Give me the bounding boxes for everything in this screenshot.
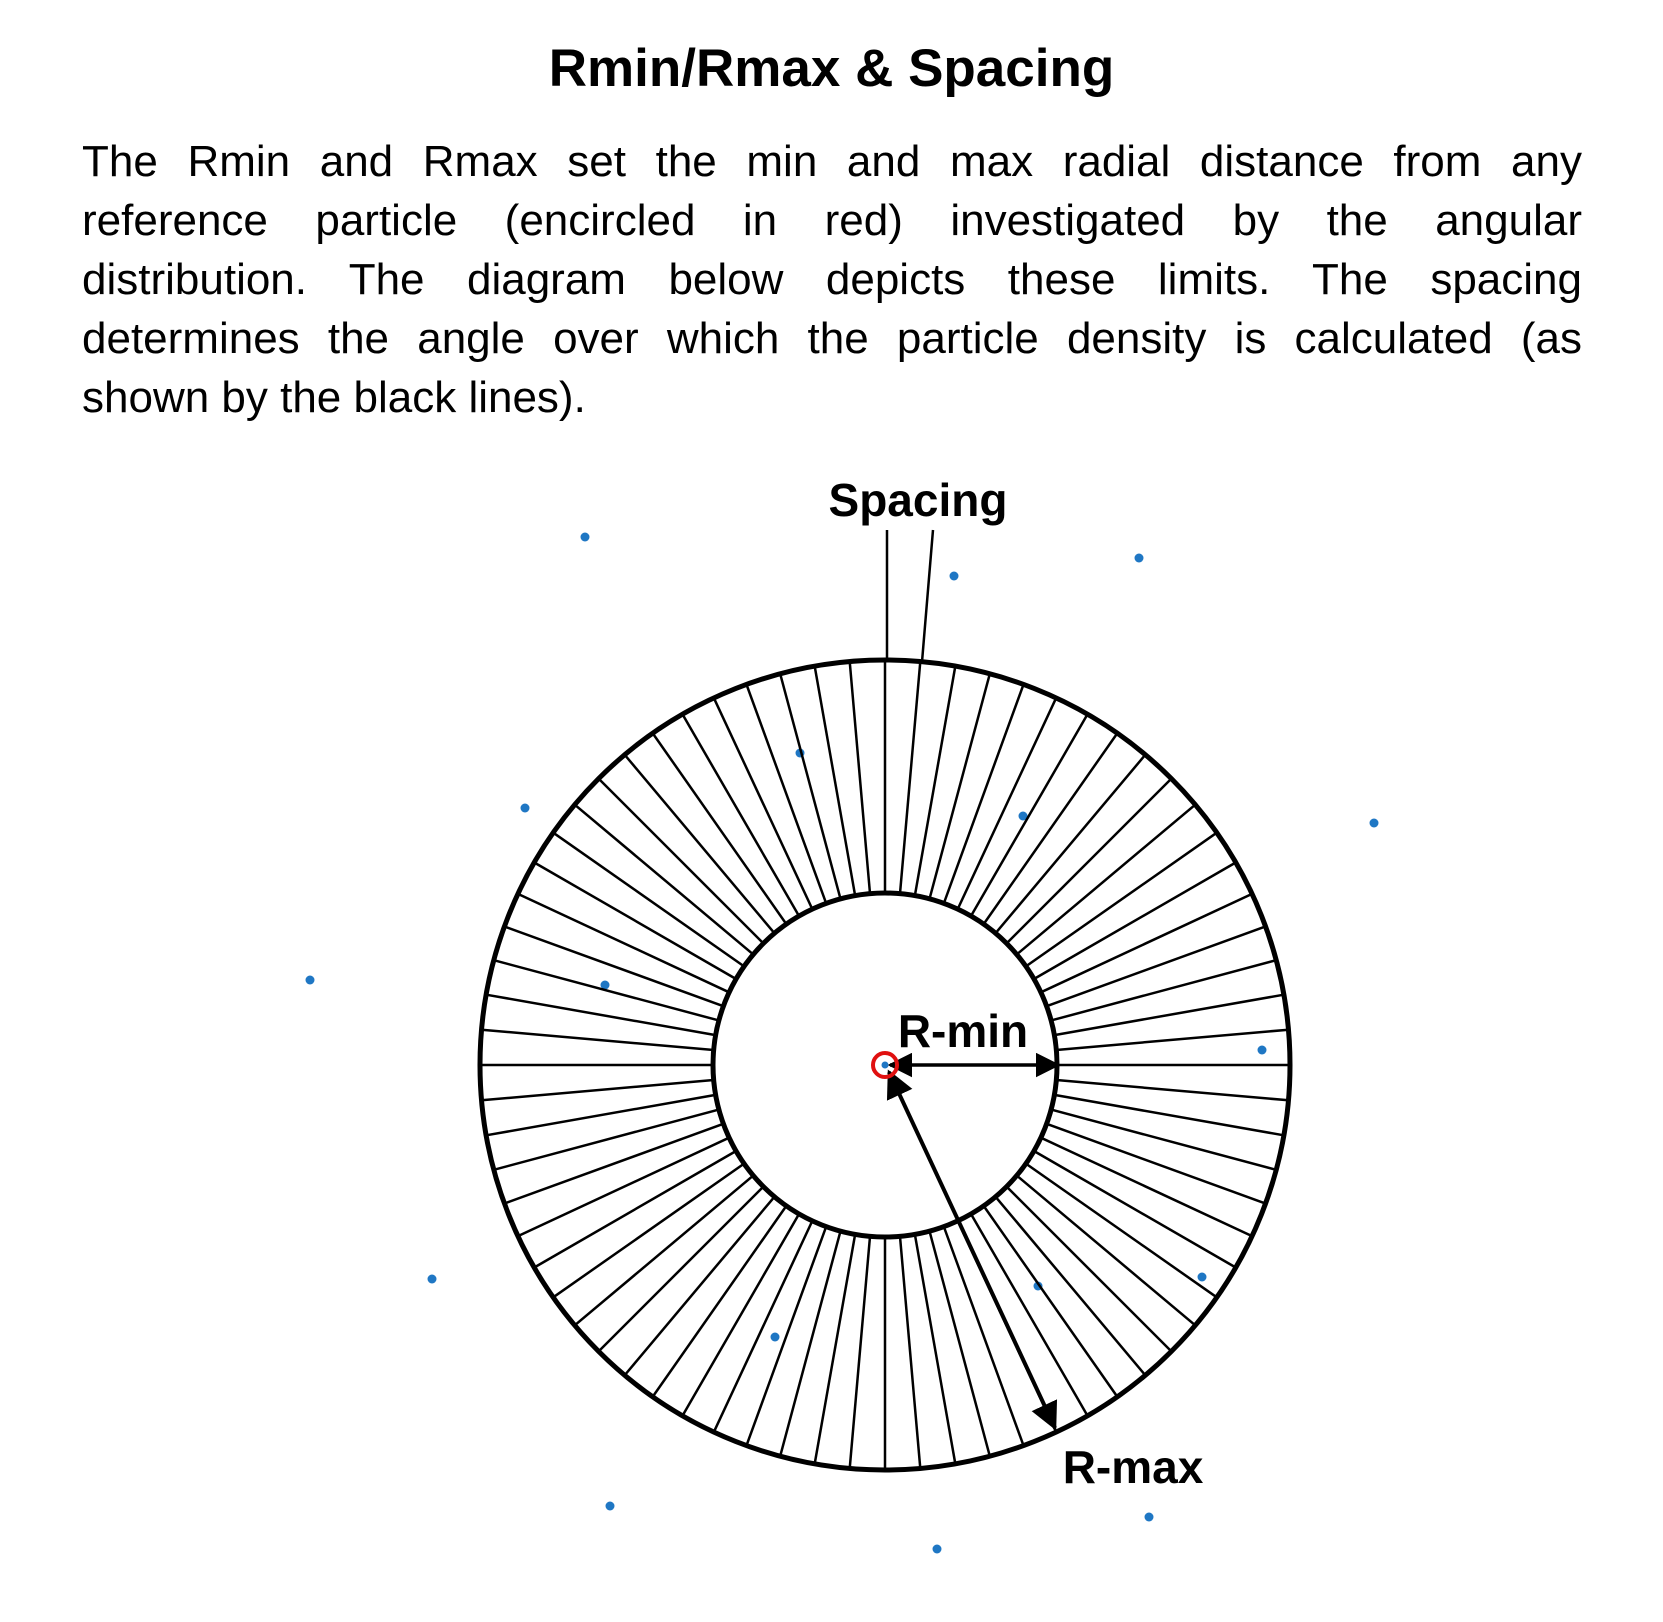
particle-point bbox=[1145, 1513, 1154, 1522]
bin-line bbox=[494, 1110, 719, 1170]
paragraph-line: reference particle (encircled in red) investigated by the angular bbox=[82, 196, 1582, 245]
rmax-label: R-max bbox=[1062, 1441, 1204, 1493]
bin-line bbox=[915, 1234, 955, 1463]
bin-line bbox=[599, 779, 764, 944]
bin-line bbox=[1056, 1080, 1288, 1100]
bin-line bbox=[1054, 995, 1283, 1035]
bin-line bbox=[482, 1080, 714, 1100]
paragraph-line: distribution. The diagram below depicts these limits. The spacing bbox=[82, 255, 1582, 304]
bin-line bbox=[553, 1164, 744, 1298]
bin-line bbox=[850, 1236, 870, 1468]
bin-line bbox=[683, 714, 800, 916]
bin-line bbox=[900, 1236, 920, 1468]
particle-point bbox=[428, 1275, 437, 1284]
bin-line bbox=[1051, 960, 1276, 1020]
spacing-label: Spacing bbox=[828, 474, 1008, 526]
particle-point bbox=[521, 804, 530, 813]
particle-point bbox=[1370, 819, 1379, 828]
paragraph-line: The Rmin and Rmax set the min and max radial distance from any bbox=[82, 137, 1582, 186]
bin-line bbox=[930, 674, 990, 899]
particle-point bbox=[1258, 1046, 1267, 1055]
paragraph-line: determines the angle over which the particle density is calculated (as bbox=[82, 314, 1582, 363]
bin-line bbox=[1056, 1030, 1288, 1050]
bin-line bbox=[1026, 1164, 1217, 1298]
paragraph-line: shown by the black lines). bbox=[82, 373, 586, 422]
particle-point bbox=[771, 1333, 780, 1342]
bin-line bbox=[815, 666, 855, 895]
bin-line bbox=[1026, 833, 1217, 967]
bin-line bbox=[850, 662, 870, 894]
particle-point bbox=[1135, 554, 1144, 563]
bin-line bbox=[1007, 1187, 1172, 1352]
bin-line bbox=[482, 1030, 714, 1050]
bin-line bbox=[494, 960, 719, 1020]
bin-line bbox=[553, 833, 744, 967]
bin-line bbox=[1051, 1110, 1276, 1170]
particle-point bbox=[933, 1545, 942, 1554]
rmin-label: R-min bbox=[897, 1005, 1029, 1057]
bin-line bbox=[534, 1151, 736, 1268]
bin-line bbox=[486, 995, 715, 1035]
bin-line bbox=[1034, 1151, 1236, 1268]
particle-point bbox=[1198, 1273, 1207, 1282]
bin-line bbox=[486, 1095, 715, 1135]
bin-line bbox=[971, 714, 1088, 916]
bin-line bbox=[971, 1214, 1088, 1416]
bin-line bbox=[815, 1234, 855, 1463]
reference-particle bbox=[882, 1062, 889, 1069]
bin-line bbox=[653, 733, 787, 924]
bin-line bbox=[915, 666, 955, 895]
bin-line bbox=[599, 1187, 764, 1352]
particle-point bbox=[606, 1502, 615, 1511]
bin-line bbox=[984, 1206, 1118, 1397]
particle-point bbox=[950, 572, 959, 581]
page-title: Rmin/Rmax & Spacing bbox=[548, 39, 1115, 98]
bin-line bbox=[1054, 1095, 1283, 1135]
spacing-leader-line bbox=[922, 530, 933, 662]
bin-line bbox=[984, 733, 1118, 924]
particle-point bbox=[306, 976, 315, 985]
bin-line bbox=[900, 662, 920, 894]
bin-line bbox=[653, 1206, 787, 1397]
bin-line bbox=[780, 674, 840, 899]
bin-line bbox=[1007, 779, 1172, 944]
bin-line bbox=[534, 863, 736, 980]
bin-line bbox=[1034, 863, 1236, 980]
bin-line bbox=[780, 1231, 840, 1456]
particle-point bbox=[581, 533, 590, 542]
bin-line bbox=[683, 1214, 800, 1416]
